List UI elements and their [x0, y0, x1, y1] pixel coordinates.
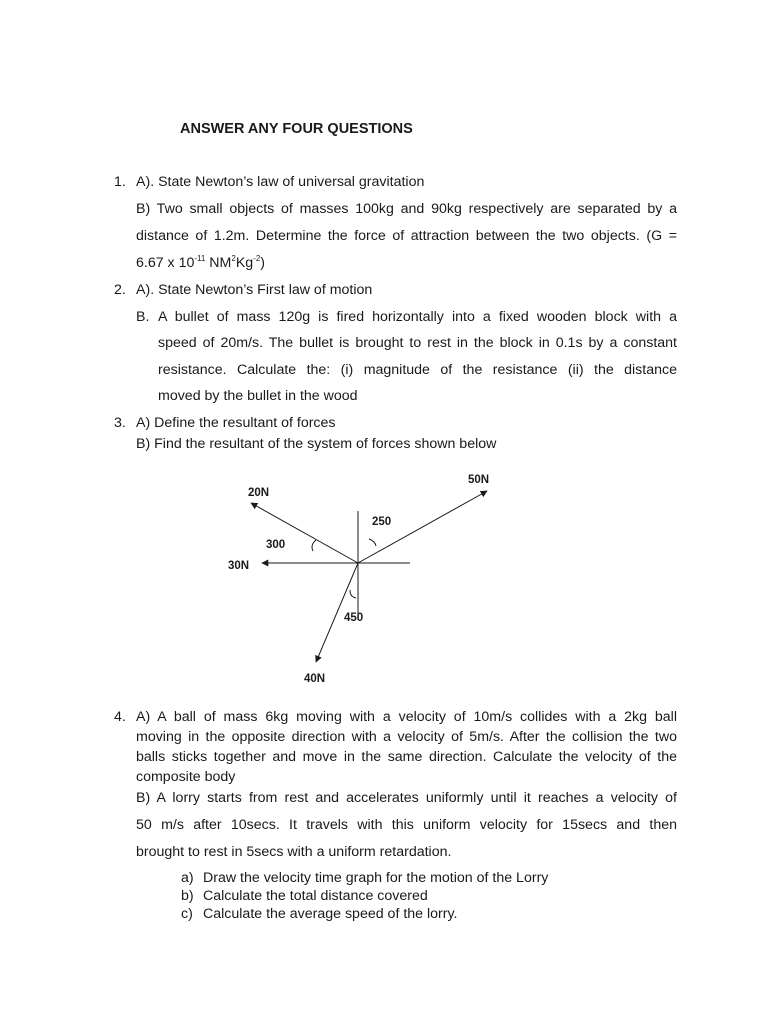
q3-part-a: A) Define the resultant of forces [136, 415, 336, 431]
q4-part-b-line3: brought to rest in 5secs with a uniform retardation. [136, 844, 452, 860]
label-50n: 50N [468, 474, 490, 486]
q2-part-a: A). State Newton’s First law of motion [136, 282, 373, 298]
q4-part-a-line4: composite body [136, 769, 236, 785]
q2-part-b-line1: A bullet of mass 120g is fired horizontally into a fixed wooden block with a [158, 309, 677, 325]
page-heading: ANSWER ANY FOUR QUESTIONS [180, 121, 413, 137]
q1-part-b-line3: 6.67 x $10^{-11}$ $NM^2Kg^{-2}$) [136, 254, 266, 271]
label-angle-450: 450 [344, 612, 364, 624]
label-40n: 40N [304, 673, 326, 685]
q3-number: 3. [114, 415, 126, 431]
q2-number: 2. [114, 282, 126, 298]
q2-part-b-line3: resistance. Calculate the: (i) magnitude of the resistance (ii) the distance [158, 362, 677, 378]
q4-part-a-line2: moving in the opposite direction with a velocity of 5m/s. After the collision the two [136, 729, 677, 745]
q1-part-a: A). State Newton’s law of universal gravitation [136, 174, 425, 190]
q4-part-a-line3: balls sticks together and move in the same direction. Calculate the velocity of the [136, 749, 677, 765]
q1-part-b-line2: distance of 1.2m. Determine the force of attraction between the two objects. (G = [136, 228, 677, 244]
q4-number: 4. [114, 709, 126, 725]
q4-part-b-line1: B) A lorry starts from rest and accelerates uniformly until it reaches a velocity of [136, 790, 677, 806]
label-angle-250: 250 [372, 516, 392, 528]
q4-sub-c-label: c) [181, 906, 193, 922]
q3-part-b: B) Find the resultant of the system of forces shown below [136, 436, 497, 452]
q4-sub-c-text: Calculate the average speed of the lorry. [203, 906, 458, 922]
q4-sub-b-text: Calculate the total distance covered [203, 888, 428, 904]
q1-number: 1. [114, 174, 126, 190]
q4-sub-a-label: a) [181, 870, 194, 886]
label-30n: 30N [228, 560, 250, 572]
q4-sub-b-label: b) [181, 888, 194, 904]
q4-sub-a-text: Draw the velocity time graph for the motion of the Lorry [203, 870, 549, 886]
angle-arc-45 [350, 590, 356, 598]
q2-part-b-line4: moved by the bullet in the wood [158, 388, 358, 404]
label-20n: 20N [248, 487, 270, 499]
angle-arc-25 [369, 539, 376, 546]
q2-part-b-line2: speed of 20m/s. The bullet is brought to rest in the block in 0.1s by a constant [158, 335, 677, 351]
q4-part-b-line2: 50 m/s after 10secs. It travels with this uniform velocity for 15secs and then [136, 817, 677, 833]
label-angle-300: 300 [266, 539, 286, 551]
q2-part-b-label: B. [136, 309, 150, 325]
force-20n-arrow [251, 503, 358, 563]
q1-part-b-line1: B) Two small objects of masses 100kg and 90kg respectively are separated by a [136, 201, 677, 217]
q4-part-a-line1: A) A ball of mass 6kg moving with a velocity of 10m/s collides with a 2kg ball [136, 709, 677, 725]
angle-arc-30 [312, 540, 316, 551]
